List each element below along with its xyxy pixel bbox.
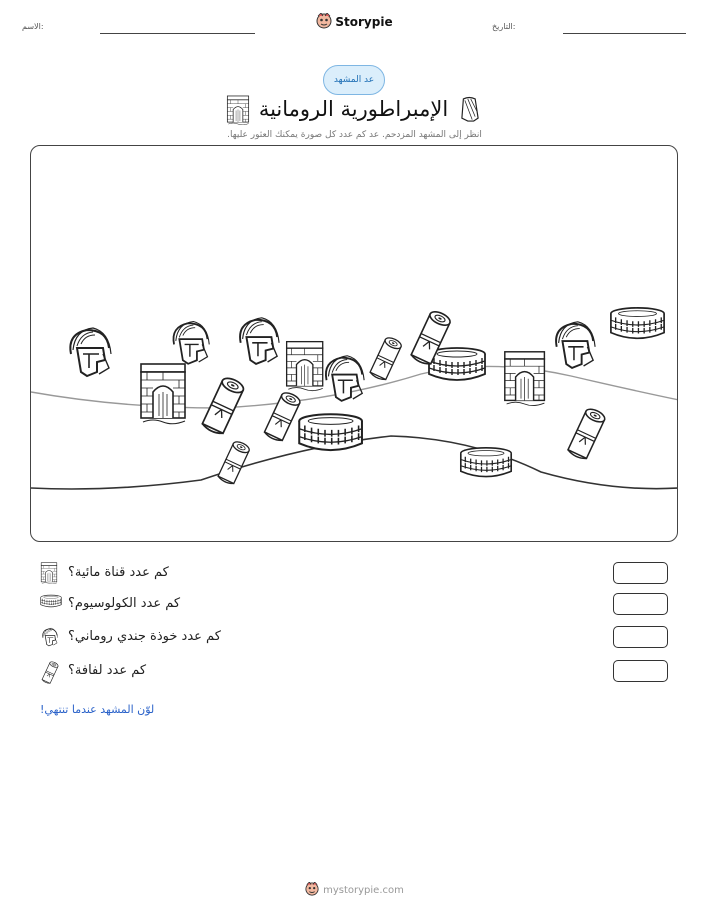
roman-helmet-icon bbox=[240, 318, 279, 364]
answer-box[interactable] bbox=[613, 593, 668, 615]
colosseum-icon bbox=[461, 448, 511, 477]
date-field-line[interactable] bbox=[563, 33, 686, 34]
footer bbox=[0, 882, 709, 896]
instructions: انظر إلى المشهد المزدحم. عد كم عدد كل صورة يمكنك العثور عليها. bbox=[227, 130, 482, 140]
question-row bbox=[0, 593, 709, 617]
roman-helmet-icon bbox=[556, 322, 595, 368]
aqueduct-icon bbox=[40, 562, 58, 584]
scroll-icon bbox=[263, 390, 301, 442]
colosseum-icon bbox=[299, 414, 362, 450]
aqueduct-icon bbox=[287, 342, 323, 391]
question-text: كم عدد الكولوسيوم؟ bbox=[68, 596, 181, 611]
colosseum-icon bbox=[40, 593, 62, 609]
scroll-icon bbox=[217, 440, 251, 486]
toga-icon bbox=[456, 95, 484, 125]
brand-name: Storypie bbox=[335, 15, 393, 29]
question-row bbox=[0, 562, 709, 586]
answer-box[interactable] bbox=[613, 562, 668, 584]
colosseum-icon bbox=[611, 308, 664, 338]
title-text: الإمبراطورية الرومانية bbox=[258, 97, 449, 121]
roman-helmet-icon bbox=[326, 356, 364, 401]
colosseum-icon bbox=[429, 348, 485, 380]
name-field-line[interactable] bbox=[100, 33, 255, 34]
question-text: كم عدد خوذة جندي روماني؟ bbox=[68, 629, 221, 644]
aqueduct-icon bbox=[505, 352, 545, 406]
brand bbox=[0, 13, 709, 29]
name-label: الاسم: bbox=[22, 22, 44, 31]
scroll-icon bbox=[567, 407, 607, 461]
roman-helmet-icon bbox=[40, 626, 60, 648]
question-text: كم عدد لفافة؟ bbox=[68, 663, 147, 678]
storypie-logo-icon bbox=[316, 13, 332, 29]
page-title bbox=[0, 95, 709, 125]
activity-badge: عد المشهد bbox=[323, 65, 385, 95]
coloring-note: لوّن المشهد عندما تنتهي! bbox=[40, 703, 155, 716]
question-text: كم عدد قناة مائية؟ bbox=[68, 565, 169, 580]
answer-box[interactable] bbox=[613, 660, 668, 682]
aqueduct-icon bbox=[141, 364, 185, 424]
footer-url[interactable]: mystorypie.com bbox=[323, 885, 404, 896]
scroll-icon bbox=[369, 336, 403, 382]
counting-scene bbox=[30, 145, 678, 542]
date-label: التاريخ: bbox=[492, 22, 516, 31]
storypie-logo-icon bbox=[305, 882, 319, 896]
roman-helmet-icon bbox=[70, 328, 111, 376]
question-row bbox=[0, 626, 709, 650]
answer-box[interactable] bbox=[613, 626, 668, 648]
scene-illustration bbox=[31, 146, 678, 542]
aqueduct-icon bbox=[225, 95, 251, 125]
scroll-icon bbox=[40, 660, 60, 686]
scroll-icon bbox=[201, 375, 245, 435]
question-row bbox=[0, 660, 709, 684]
roman-helmet-icon bbox=[173, 322, 209, 364]
